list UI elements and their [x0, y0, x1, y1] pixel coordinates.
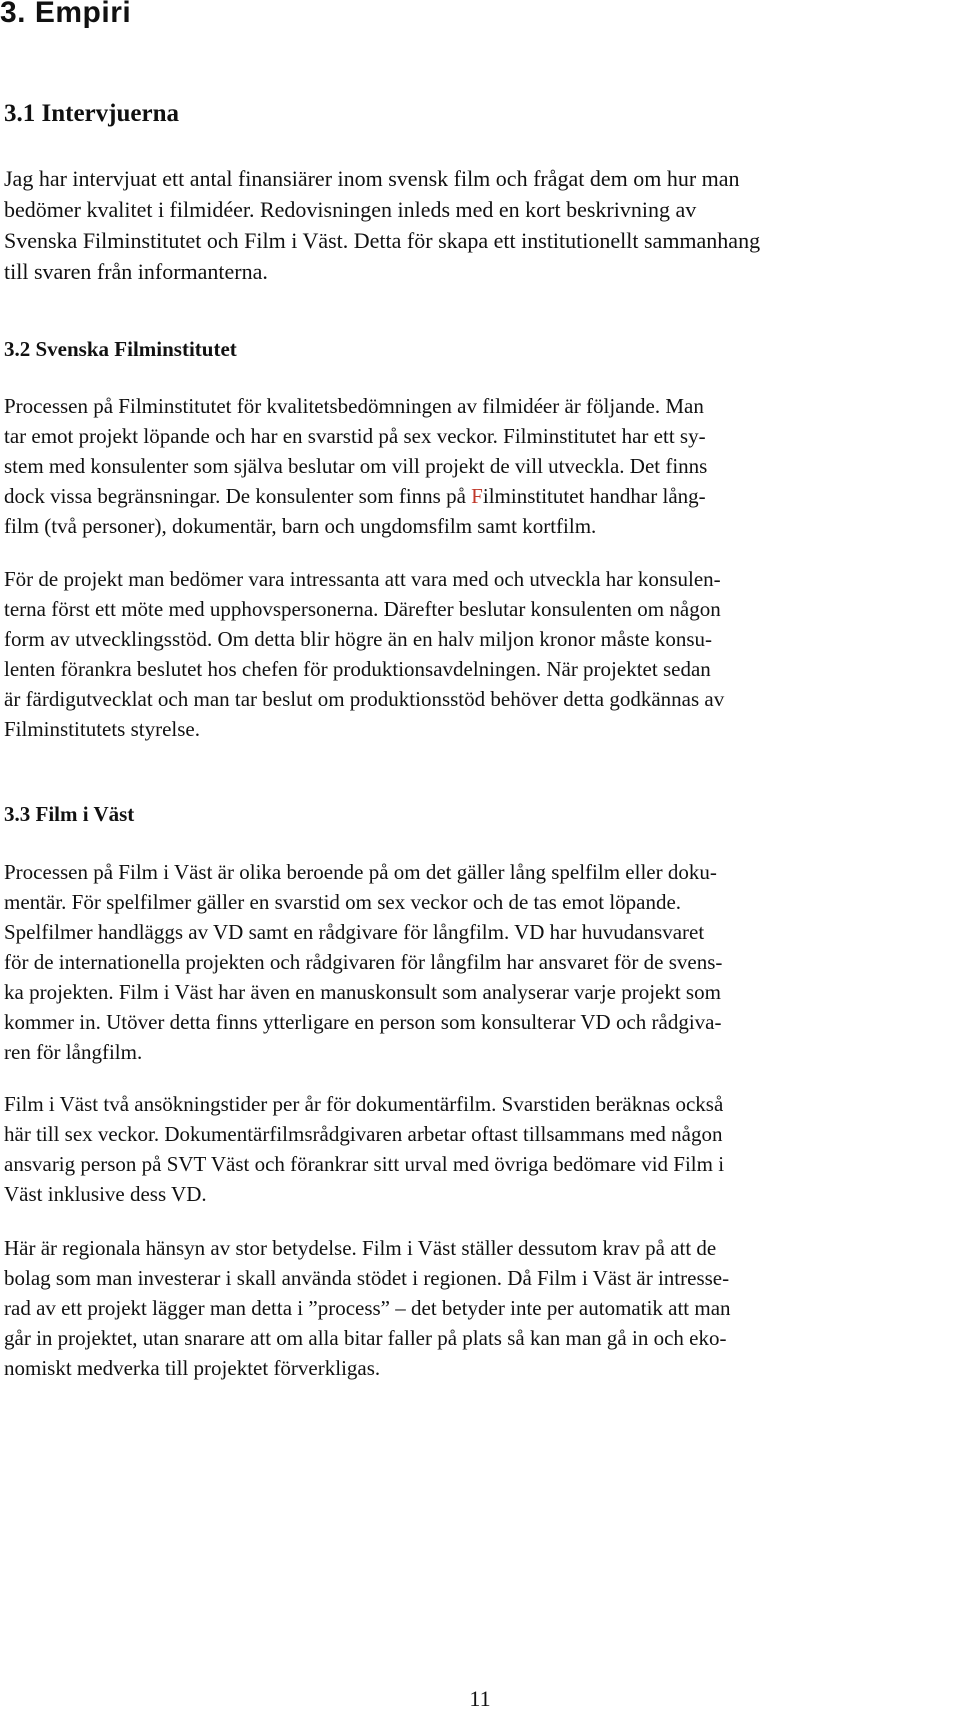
- text-line: terna först ett möte med upphovspersonerna. Därefter beslutar konsulenten om någon: [4, 597, 721, 621]
- section-title-film-i-vast: 3.3 Film i Väst: [4, 802, 135, 826]
- text-line: film (två personer), dokumentär, barn och ungdomsfilm samt kortfilm.: [4, 514, 597, 538]
- text-line: bedömer kvalitet i filmidéer. Redovisningen inleds med en kort beskrivning av: [4, 197, 697, 222]
- text-line: mentär. För spelfilmer gäller en svarstid om sex veckor och de tas emot löpande.: [4, 890, 682, 914]
- highlighted-letter: F: [471, 484, 483, 508]
- text-line: går in projektet, utan snarare att om alla bitar faller på plats så kan man gå in och eko-: [4, 1326, 727, 1350]
- text-line: Väst inklusive dess VD.: [4, 1182, 207, 1206]
- text-line: Spelfilmer handläggs av VD samt en rådgivare för långfilm. VD har huvudansvaret: [4, 920, 705, 944]
- text-line: för de internationella projekten och rådgivaren för långfilm har ansvaret för de svens-: [4, 950, 723, 974]
- text-line: kommer in. Utöver detta finns ytterligare en person som konsulterar VD och rådgiva-: [4, 1010, 722, 1034]
- section-title-svenska-filminstitutet: 3.2 Svenska Filminstitutet: [4, 337, 237, 361]
- text-line: dock vissa begränsningar. De konsulenter som finns på Filminstitutet handhar lång-: [4, 484, 706, 508]
- text-line: är färdigutvecklat och man tar beslut om produktionsstöd behöver detta godkännas av: [4, 687, 725, 711]
- paragraph-fiv-1: [4, 857, 954, 1067]
- text-line: ansvarig person på SVT Väst och förankrar sitt urval med övriga bedömare vid Film i: [4, 1152, 725, 1176]
- text-line: Film i Väst två ansökningstider per år för dokumentärfilm. Svarstiden beräknas också: [4, 1092, 724, 1116]
- text-line: ren för långfilm.: [4, 1040, 143, 1064]
- text-line: ka projekten. Film i Väst har även en manuskonsult som analyserar varje projekt som: [4, 980, 721, 1004]
- text-line: tar emot projekt löpande och har en svarstid på sex veckor. Filminstitutet har ett sy-: [4, 424, 706, 448]
- paragraph-sfi-1: [4, 391, 954, 541]
- text-line: Svenska Filminstitutet och Film i Väst. Detta för skapa ett institutionellt sammanhang: [4, 228, 761, 253]
- text-line: bolag som man investerar i skall använda stödet i regionen. Då Film i Väst är intresse-: [4, 1266, 730, 1290]
- paragraph-fiv-3: [4, 1233, 954, 1383]
- section-title-intervjuerna: 3.1 Intervjuerna: [4, 100, 179, 127]
- text-line: Processen på Film i Väst är olika beroende på om det gäller lång spelfilm eller doku-: [4, 860, 717, 884]
- text-line: Processen på Filminstitutet för kvalitetsbedömningen av filmidéer är följande. Man: [4, 394, 704, 418]
- paragraph-sfi-2: [4, 564, 954, 744]
- paragraph-fiv-2: [4, 1089, 954, 1209]
- text-line: Här är regionala hänsyn av stor betydelse. Film i Väst ställer dessutom krav på att de: [4, 1236, 717, 1260]
- text-line: rad av ett projekt lägger man detta i ”process” – det betyder inte per automatik att man: [4, 1296, 731, 1320]
- text-line: form av utvecklingsstöd. Om detta blir högre än en halv miljon kronor måste konsu-: [4, 627, 713, 651]
- text-line: nomiskt medverka till projektet förverkligas.: [4, 1356, 381, 1380]
- text-line: här till sex veckor. Dokumentärfilmsrådgivaren arbetar oftast tillsammans med någon: [4, 1122, 723, 1146]
- text-line: lenten förankra beslutet hos chefen för produktionsavdelningen. När projektet sedan: [4, 657, 711, 681]
- text-line: Filminstitutets styrelse.: [4, 717, 201, 741]
- text-line: stem med konsulenter som själva beslutar om vill projekt de vill utveckla. Det finns: [4, 454, 708, 478]
- text-line: till svaren från informanterna.: [4, 259, 268, 284]
- page-number: 11: [469, 1686, 491, 1711]
- paragraph-intervjuerna: [4, 163, 954, 287]
- chapter-heading: 3. Empiri: [0, 0, 132, 29]
- text-line: För de projekt man bedömer vara intressanta att vara med och utveckla har konsulen-: [4, 567, 721, 591]
- text-line: Jag har intervjuat ett antal finansiärer inom svensk film och frågat dem om hur man: [4, 166, 740, 191]
